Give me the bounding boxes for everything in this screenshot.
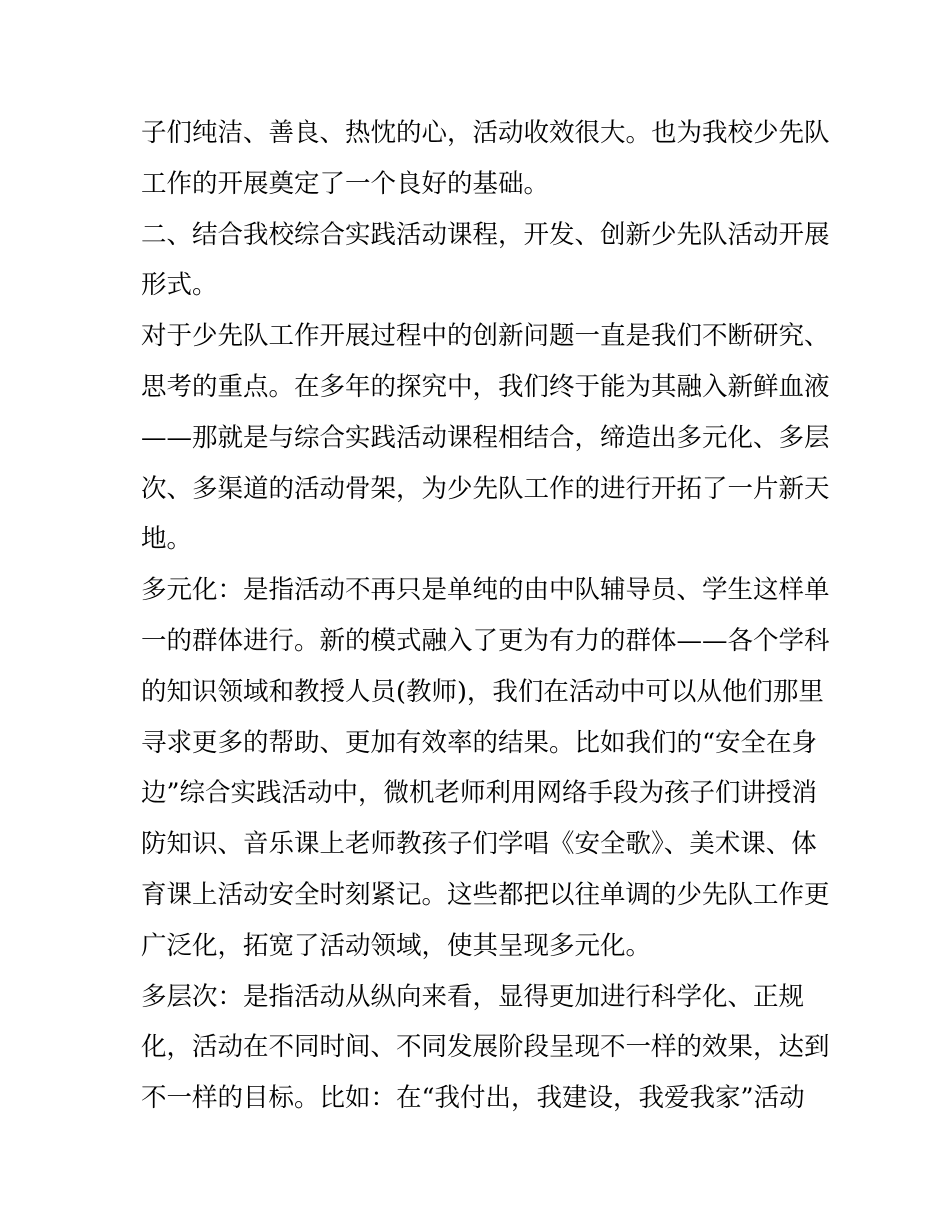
text-line: 子们纯洁、善良、热忱的心，活动收效很大。也为我校少先队 [141,118,830,148]
text-line: 多层次：是指活动从纵向来看，显得更加进行科学化、正规 [141,981,805,1012]
text-line: 对于少先队工作开展过程中的创新问题一直是我们不断研究、 [141,321,830,352]
body-text [141,108,830,1124]
text-line: 寻求更多的帮助、更加有效率的结果。比如我们的“安全在身 [141,727,818,758]
section-heading-line: 二、结合我校综合实践活动课程，开发、创新少先队活动开展 [141,219,830,250]
text-line: 地。 [141,524,193,555]
text-line: 防知识、音乐课上老师教孩子们学唱《安全歌》、美术课、体 [141,829,817,860]
section-heading-line: 形式。 [141,270,218,301]
text-line: 广泛化，拓宽了活动领域，使其呈现多元化。 [141,930,652,961]
text-line: 多元化：是指活动不再只是单纯的由中队辅导员、学生这样单 [141,575,830,606]
text-line: 边”综合实践活动中，微机老师利用网络手段为孩子们讲授消 [141,778,818,809]
text-line: ——那就是与综合实践活动课程相结合，缔造出多元化、多层 [141,422,830,453]
text-line: 工作的开展奠定了一个良好的基础。 [141,168,550,199]
text-line: 不一样的目标。比如：在“我付出，我建设，我爱我家”活动 [141,1083,805,1114]
text-line: 次、多渠道的活动骨架，为少先队工作的进行开拓了一片新天 [141,473,830,504]
text-line: 化，活动在不同时间、不同发展阶段呈现不一样的效果，达到 [141,1032,830,1063]
text-line: 一的群体进行。新的模式融入了更为有力的群体——各个学科 [141,625,830,656]
text-line: 的知识领域和教授人员(教师)，我们在活动中可以从他们那里 [141,676,824,707]
text-line: 思考的重点。在多年的探究中，我们终于能为其融入新鲜血液 [141,371,830,402]
text-line: 育课上活动安全时刻紧记。这些都把以往单调的少先队工作更 [141,879,830,910]
